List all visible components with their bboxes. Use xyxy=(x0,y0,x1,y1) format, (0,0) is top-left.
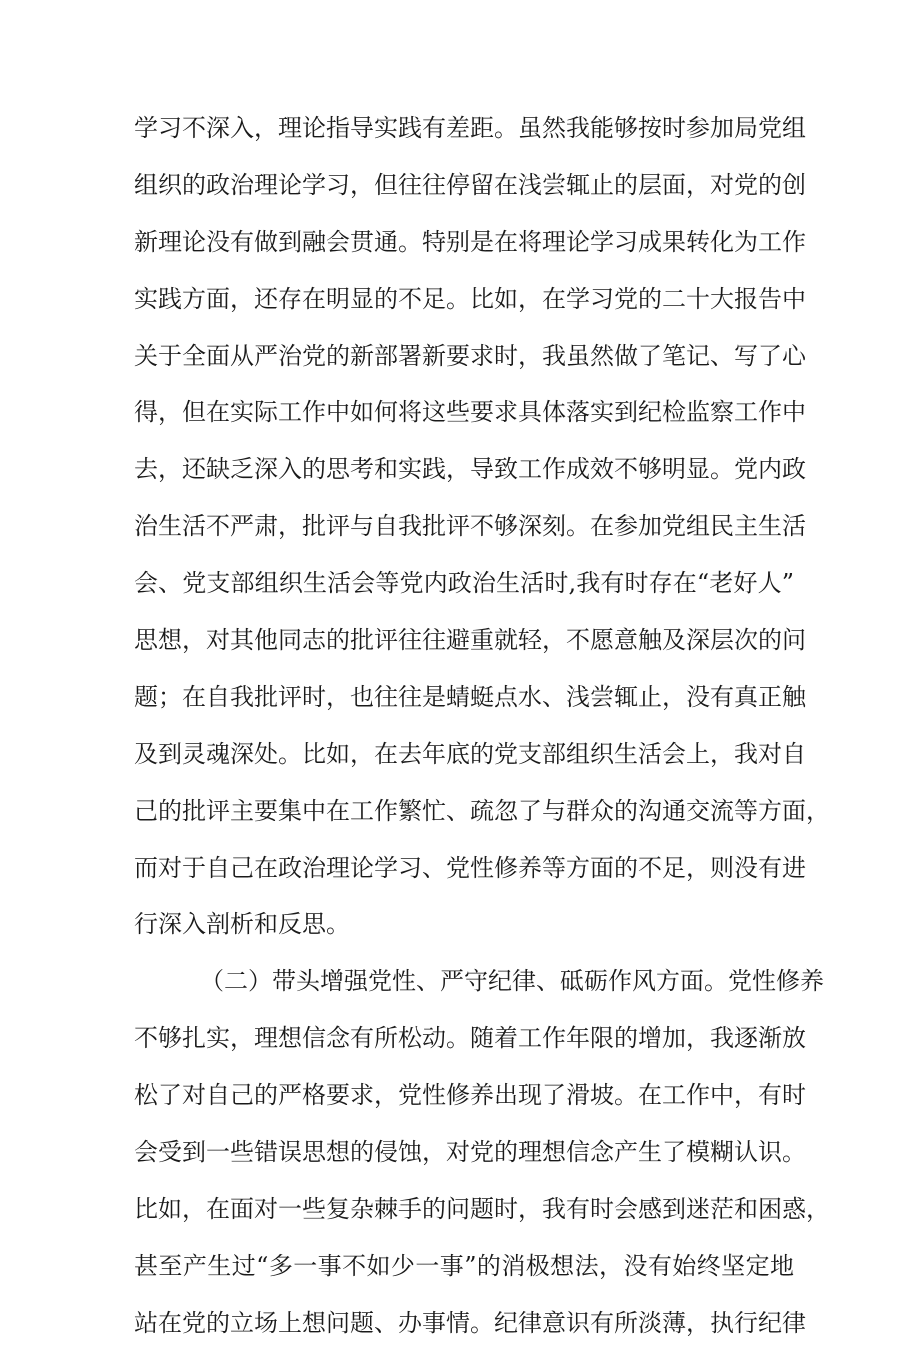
text-line: 关于全面从严治党的新部署新要求时，我虽然做了笔记、写了心 xyxy=(134,341,806,370)
text-line: 新理论没有做到融会贯通。特别是在将理论学习成果转化为工作 xyxy=(134,227,806,256)
text-line: 及到灵魂深处。比如，在去年底的党支部组织生活会上，我对自 xyxy=(134,739,806,768)
text-line: 比如，在面对一些复杂棘手的问题时，我有时会感到迷茫和困惑， xyxy=(134,1194,830,1223)
text-line: 而对于自己在政治理论学习、党性修养等方面的不足，则没有进 xyxy=(134,853,806,882)
section-heading-line: （二）带头增强党性、严守纪律、砥砺作风方面。党性修养 xyxy=(200,967,824,996)
text-line: 己的批评主要集中在工作繁忙、疏忽了与群众的沟通交流等方面， xyxy=(134,796,830,825)
text-line: 甚至产生过“多一事不如少一事”的消极想法，没有始终坚定地 xyxy=(134,1251,794,1280)
text-line: 行深入剖析和反思。 xyxy=(134,910,350,939)
text-line: 实践方面，还存在明显的不足。比如，在学习党的二十大报告中 xyxy=(134,284,806,313)
document-body xyxy=(134,100,830,1352)
text-line: 治生活不严肃，批评与自我批评不够深刻。在参加党组民主生活 xyxy=(134,512,806,541)
text-line: 松了对自己的严格要求，党性修养出现了滑坡。在工作中，有时 xyxy=(134,1081,806,1110)
text-line: 站在党的立场上想问题、办事情。纪律意识有所淡薄，执行纪律 xyxy=(134,1308,806,1337)
text-line: 去，还缺乏深入的思考和实践，导致工作成效不够明显。党内政 xyxy=(134,455,806,484)
text-line: 不够扎实，理想信念有所松动。随着工作年限的增加，我逐渐放 xyxy=(134,1024,806,1053)
text-line: 学习不深入，理论指导实践有差距。虽然我能够按时参加局党组 xyxy=(134,114,806,142)
text-line: 会受到一些错误思想的侵蚀，对党的理想信念产生了模糊认识。 xyxy=(134,1138,806,1167)
text-line: 组织的政治理论学习，但往往停留在浅尝辄止的层面，对党的创 xyxy=(134,170,806,199)
text-line: 题；在自我批评时，也往往是蜻蜓点水、浅尝辄止，没有真正触 xyxy=(134,682,806,711)
text-line: 思想，对其他同志的批评往往避重就轻，不愿意触及深层次的问 xyxy=(134,626,806,655)
text-line: 会、党支部组织生活会等党内政治生活时,我有时存在“老好人” xyxy=(134,569,794,598)
text-line: 得，但在实际工作中如何将这些要求具体落实到纪检监察工作中 xyxy=(134,398,806,427)
